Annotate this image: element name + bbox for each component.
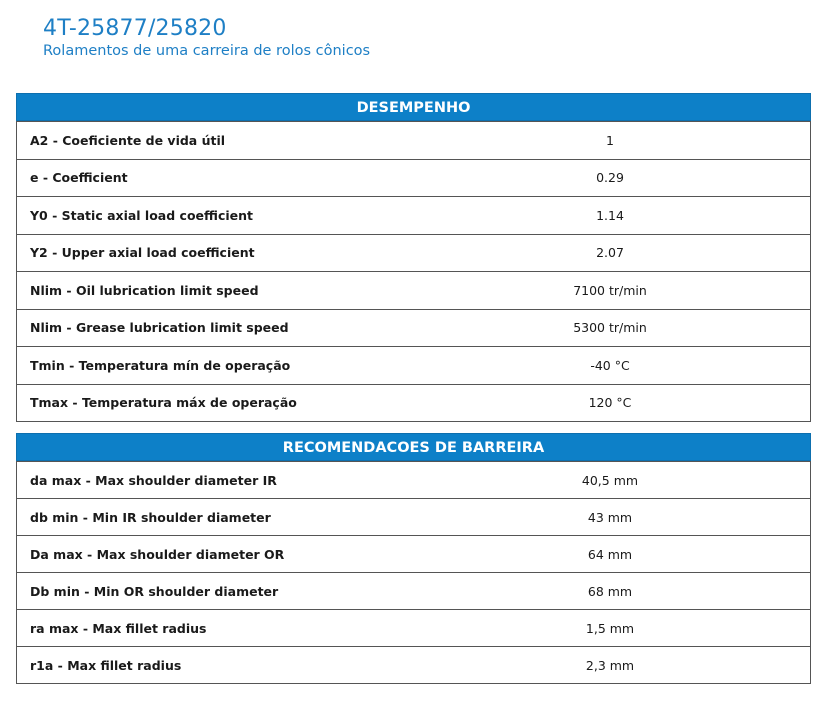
row-label: ra max - Max fillet radius (17, 610, 411, 647)
row-value: 120 °C (410, 384, 811, 422)
table-row (17, 499, 811, 536)
row-label: Db min - Min OR shoulder diameter (17, 573, 411, 610)
row-label: Y2 - Upper axial load coefficient (17, 234, 411, 272)
row-value: 1 (410, 122, 811, 160)
row-label: r1a - Max fillet radius (17, 647, 411, 684)
row-label: Nlim - Grease lubrication limit speed (17, 309, 411, 347)
table-row (17, 347, 811, 385)
row-value: 64 mm (410, 536, 811, 573)
table-row (17, 462, 811, 499)
table-row (17, 197, 811, 235)
table-row (17, 122, 811, 160)
row-value: 1.14 (410, 197, 811, 235)
table-row (17, 610, 811, 647)
table-row (17, 384, 811, 422)
table-row (17, 536, 811, 573)
row-value: 7100 tr/min (410, 272, 811, 310)
row-label: Da max - Max shoulder diameter OR (17, 536, 411, 573)
row-value: 5300 tr/min (410, 309, 811, 347)
performance-table (16, 121, 811, 422)
section-title: RECOMENDACOES DE BARREIRA (16, 433, 811, 461)
abutment-section (16, 433, 811, 684)
row-label: e - Coefficient (17, 159, 411, 197)
row-value: 2.07 (410, 234, 811, 272)
table-row (17, 272, 811, 310)
product-header (43, 16, 370, 60)
row-value: -40 °C (410, 347, 811, 385)
row-value: 43 mm (410, 499, 811, 536)
product-title: 4T-25877/25820 (43, 16, 227, 41)
row-value: 40,5 mm (410, 462, 811, 499)
row-label: da max - Max shoulder diameter IR (17, 462, 411, 499)
table-row (17, 234, 811, 272)
table-row (17, 573, 811, 610)
product-subtitle: Rolamentos de uma carreira de rolos cônicos (43, 43, 371, 59)
table-row (17, 647, 811, 684)
performance-section (16, 93, 811, 422)
row-value: 68 mm (410, 573, 811, 610)
row-value: 0.29 (410, 159, 811, 197)
row-label: Y0 - Static axial load coefficient (17, 197, 411, 235)
row-label: A2 - Coeficiente de vida útil (17, 122, 411, 160)
table-row (17, 309, 811, 347)
row-label: Nlim - Oil lubrication limit speed (17, 272, 411, 310)
row-value: 2,3 mm (410, 647, 811, 684)
row-label: Tmax - Temperatura máx de operação (17, 384, 411, 422)
table-row (17, 159, 811, 197)
row-label: db min - Min IR shoulder diameter (17, 499, 411, 536)
row-value: 1,5 mm (410, 610, 811, 647)
abutment-table (16, 461, 811, 684)
section-title: DESEMPENHO (16, 93, 811, 121)
row-label: Tmin - Temperatura mín de operação (17, 347, 411, 385)
